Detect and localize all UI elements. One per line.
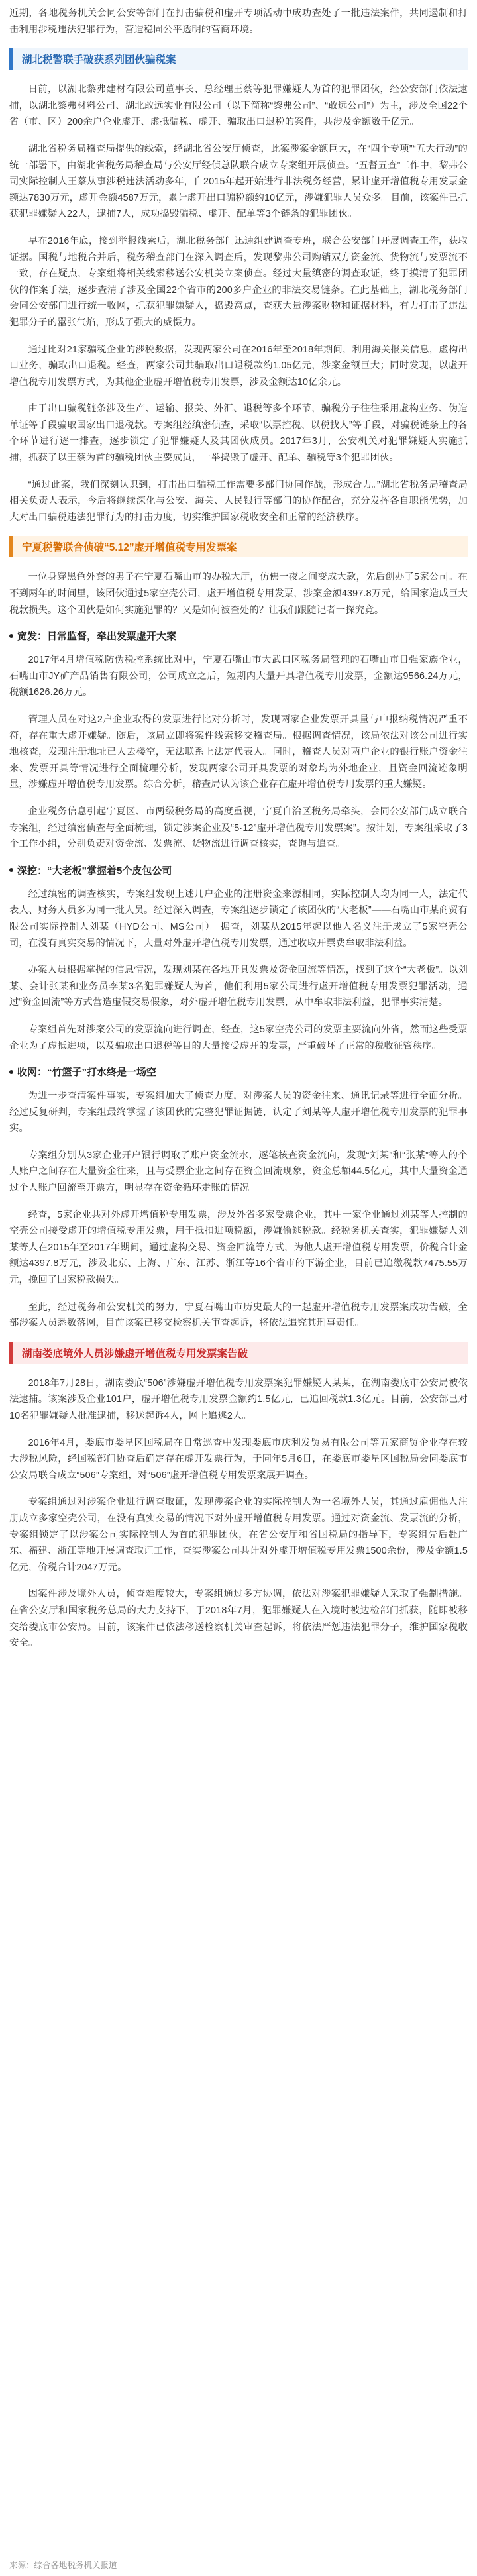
- bullet-icon: [9, 868, 13, 872]
- subheading-text: 收网：“竹篮子”打水终是一场空: [17, 1067, 157, 1079]
- sub2-paragraph: 经过缜密的调查核实，专案组发现上述几户企业的注册资金来源相同，实际控制人均为同一人，法定代表人、财务人员多为同一批人员。经过深入调查，专案组逐步锁定了该团伙的“大老板”——石嘴山市某商贸有限公司实际控制人刘某（HYD公司、MS公司）。据查，刘某从2015年起以他人名义注册成立了5家空壳公司，在没有真实交易的情况下，大量对外虚开增值税专用发票，通过收取开票费牟取非法利益。: [9, 888, 468, 949]
- bullet-icon: [9, 634, 13, 638]
- sub1-paragraph: 企业税务信息引起宁夏区、市两级税务局的高度重视，宁夏自治区税务局牵头，会同公安部门成立联合专案组，经过缜密侦查与全面梳理，锁定涉案企业及“5·12”虚开增值税专用发票案”。按计划，专案组采取了3个工作小组，分别负责对资金流、发票流、货物流进行调查核实，查询与追查。: [9, 806, 468, 850]
- subheading-text: 宽发：日常监督，牵出发票虚开大案: [17, 631, 177, 643]
- section1-paragraph: 日前，以湖北黎弗建材有限公司董事长、总经理王蔡等犯罪嫌疑人为首的犯罪团伙，经公安部门依法逮捕，以湖北黎弗材料公司、湖北敢远实业有限公司（以下简称“黎弗公司”、“敢远公司”）为主，涉及全国22个省（市、区）200余户企业虚开、虚抵骗税、虚开、骗取出口退税的案件，共涉及金额数千亿元。: [9, 84, 468, 128]
- intro-paragraph: 近期，各地税务机关会同公安等部门在打击骗税和虚开专项活动中成功查处了一批违法案件，共同遏制和打击利用涉税违法犯罪行为，营造稳固公平透明的营商环境。: [9, 8, 468, 35]
- section3-paragraph: 2018年7月28日，湖南娄底“506”涉嫌虚开增值税专用发票案犯罪嫌疑人某某，在湖南娄底市公安局被依法逮捕。该案涉及企业101户，虚开增值税专用发票金额约1.5亿元，已追回税款1.3亿元。目前，公安部已对10名犯罪嫌疑人批准逮捕，移送起诉4人，网上追逃2人。: [9, 1377, 468, 1421]
- section3-paragraph: 2016年4月，娄底市娄星区国税局在日常巡查中发现娄底市庆利发贸易有限公司等五家商贸企业存在较大涉税风险，经国税部门协查后确定存在虚开发票行为，于同年5月6日，在娄底市娄星区国税局会同娄底市公安局联合成立“506”专案组，对“506”虚开增值税专用发票案展开调查。: [9, 1437, 468, 1481]
- section1-heading: [9, 48, 468, 70]
- section2-title: 宁夏税警联合侦破“5.12”虚开增值税专用发票案: [22, 542, 237, 554]
- section1-paragraph: 由于出口骗税链条涉及生产、运输、报关、外汇、退税等多个环节，骗税分子往往采用虚构业务、伪造单证等手段骗取国家出口退税款。专案组经缜密侦查，采取“以票控税、以税找人”等手段，对骗税链条上的各个环节进行逐一排查，逐步锁定了犯罪嫌疑人及其团伙成员。2017年3月，公安机关对犯罪嫌疑人实施抓捕，抓获了以王蔡为首的骗税团伙主要成员，一举捣毁了虚开、配单、骗税等3个犯罪团伙。: [9, 403, 468, 464]
- source-note: [0, 2553, 477, 2576]
- sub2-paragraph: 办案人员根据掌握的信息情况，发现刘某在各地开具发票及资金回流等情况，找到了这个“大老板”。以刘某、会计张某和业务员李某3名犯罪嫌疑人为首，他们利用5家公司进行虚开增值税专用发票犯罪活动，通过“资金回流”等方式营造虚假交易假象，对外虚开增值税专用发票，从中牟取非法利益，犯罪事实清楚。: [9, 965, 468, 1008]
- source-text: 来源：综合各地税务机关报道: [9, 2561, 117, 2570]
- section2-subheading-2: [9, 863, 468, 877]
- sub3-paragraph: 为进一步查清案件事实，专案组加大了侦查力度，对涉案人员的资金往来、通讯记录等进行全面分析。经过反复研判，专案组最终掌握了该团伙的完整犯罪证据链，认定了刘某等人虚开增值税专用发票的犯罪事实。: [9, 1091, 468, 1134]
- section3-paragraph: 因案件涉及境外人员，侦查难度较大，专案组通过多方协调，依法对涉案犯罪嫌疑人采取了强制措施。在省公安厅和国家税务总局的大力支持下，于2018年7月，犯罪嫌疑人在入境时被边检部门抓获，随即被移交给娄底市公安局。目前，该案件已依法移送检察机关审查起诉，将依法严惩违法犯罪分子，维护国家税收安全。: [9, 1589, 468, 1649]
- subheading-text: 深挖：“大老板”掌握着5个皮包公司: [17, 865, 172, 877]
- section3-heading: [9, 1342, 468, 1364]
- section1-paragraph: “通过此案，我们深刻认识到，打击出口骗税工作需要多部门协同作战，形成合力。”湖北省税务局稽查局相关负责人表示，今后将继续深化与公安、海关、人民银行等部门的协作配合，充分发挥各自职能优势，加大对出口骗税违法犯罪行为的打击力度，切实维护国家税收安全和正常的经济秩序。: [9, 479, 468, 523]
- section2-heading: [9, 536, 468, 557]
- section1-paragraph: 早在2016年底，接到举报线索后，湖北税务部门迅速组建调查专班，联合公安部门开展调查工作，获取证据。国税与地税合并后，税务稽查部门在深入调查后，发现黎弗公司购销双方资金流、货物流与发票流不一致，存在疑点，专案组将相关线索移送公安机关立案侦查。经过大量缜密的调查取证，终于摸清了犯罪团伙的作案手法，逐步查清了涉及全国22个省市的200多户企业的非法交易链条。在此基础上，湖北税务部门会同公安部门进行统一收网，抓获犯罪嫌疑人，捣毁窝点，查获大量涉案财物和证据材料，有力打击了违法犯罪分子的嚣张气焰，形成了强大的威慑力。: [9, 235, 468, 328]
- section2-paragraph: 一位身穿黑色外套的男子在宁夏石嘴山市的办税大厅，仿佛一夜之间变成大款，先后创办了5家公司。在不到两年的时间里，该团伙通过5家空壳公司，虚开增值税专用发票，涉案金额4397.8万元，给国家造成巨大税款损失。这个团伙是如何实施犯罪的？又是如何被查处的？让我们跟随记者一探究竟。: [9, 572, 468, 616]
- sub1-paragraph: 2017年4月增值税防伪税控系统比对中，宁夏石嘴山市大武口区税务局管理的石嘴山市日强家族企业，石嘴山市JY矿产品销售有限公司，公司成立之后，短期内大量开具增值税专用发票，金额达9566.24万元，税额1626.26万元。: [9, 655, 468, 698]
- section1-paragraph: 湖北省税务局稽查局提供的线索，经湖北省公安厅侦查，此案涉案金额巨大，在“四个专项”“五大行动”的统一部署下，由湖北省税务局稽查局与公安厅经侦总队联合成立专案组开展侦查。“五督五查”工作中，黎弗公司实际控制人王蔡从事涉税违法活动多年，自2015年起开始进行非法税务经营，累计虚开增值税专用发票金额达7830万元，虚开金额4587万元，累计虚开出口骗税额约10亿元，涉嫌犯罪人员众多。目前，该案件已抓获犯罪嫌疑人22人，逮捕7人，成功捣毁骗税、虚开、配单等3个链条的犯罪团伙。: [9, 143, 468, 220]
- section1-title: 湖北税警联手破获系列团伙骗税案: [22, 54, 176, 66]
- section3-title: 湖南娄底境外人员涉嫌虚开增值税专用发票案告破: [22, 1348, 248, 1360]
- section1-paragraph: 通过比对21家骗税企业的涉税数据，发现两家公司在2016年至2018年期间，利用海关报关信息，虚构出口业务，骗取出口退税。经查，两家公司共骗取出口退税款约1.05亿元，涉案金额巨大；同时发现，以虚开增值税专用发票方式，为其他企业虚开增值税专用发票，涉及金额达10亿余元。: [9, 344, 468, 388]
- section2-subheading-3: [9, 1065, 468, 1079]
- sub2-paragraph: 专案组首先对涉案公司的发票流向进行调查，经查，这5家空壳公司的发票主要流向外省，然而这些受票企业为了虚抵进项，以及骗取出口退税等目的大量接受虚开的发票，严重破坏了正常的税收征管秩序。: [9, 1024, 468, 1051]
- sub3-paragraph: 专案组分别从3家企业开户银行调取了账户资金流水，逐笔核查资金流向，发现“刘某”和“张某”等人的个人账户之间存在大量资金往来，且与受票企业之间存在资金回流现象，资金总额44.5亿元，其中大量资金通过个人账户回流至开票方，明显存在资金循环走账的情况。: [9, 1150, 468, 1194]
- bullet-icon: [9, 1070, 13, 1074]
- sub3-paragraph: 经查，5家企业共对外虚开增值税专用发票，涉及外省多家受票企业，其中一家企业通过刘某等人控制的空壳公司接受虚开的增值税专用发票，用于抵扣进项税额，涉嫌偷逃税款。经税务机关查实，犯罪嫌疑人刘某等人在2015年至2017年期间，通过虚构交易、资金回流等方式，为他人虚开增值税专用发票，价税合计金额达4397.8万元，涉及北京、上海、广东、江苏、浙江等16个省市的下游企业，目前已追缴税款7475.55万元，挽回了国家税款损失。: [9, 1209, 468, 1286]
- section3-paragraph: 专案组通过对涉案企业进行调查取证，发现涉案企业的实际控制人为一名境外人员，其通过雇佣他人注册成立多家空壳公司，在没有真实交易的情况下对外虚开增值税专用发票。通过对资金流、发票流的分析，专案组锁定了以涉案公司实际控制人为首的犯罪团伙，在省公安厅和省国税局的指导下，专案组先后赴广东、福建、浙江等地开展调查取证工作，查实涉案公司共计对外虚开增值税专用发票1500余份，涉及金额1.5亿元，价税合计2047万元。: [9, 1497, 468, 1573]
- section2-subheading-1: [9, 629, 468, 643]
- sub1-paragraph: 管理人员在对这2户企业取得的发票进行比对分析时，发现两家企业发票开具量与申报纳税情况严重不符，存在重大虚开嫌疑。随后，该局立即将案件线索移交稽查局。根据调查情况，该局依法对该公司进行实地核查，发现注册地址已人去楼空，无法联系上法定代表人。同时，稽查人员对两户企业的银行账户资金往来、发票开具等情况进行全面梳理分析，发现两家公司开具发票的对象均为外地企业，且资金回流迹象明显，涉嫌虚开增值税专用发票。综合分析，稽查局认为该企业存在虚开增值税专用发票的重大嫌疑。: [9, 714, 468, 790]
- sub3-paragraph: 至此，经过税务和公安机关的努力，宁夏石嘴山市历史最大的一起虚开增值税专用发票案成功告破，全部涉案人员悉数落网，目前该案已移交检察机关审查起诉，将依法追究其刑事责任。: [9, 1301, 468, 1329]
